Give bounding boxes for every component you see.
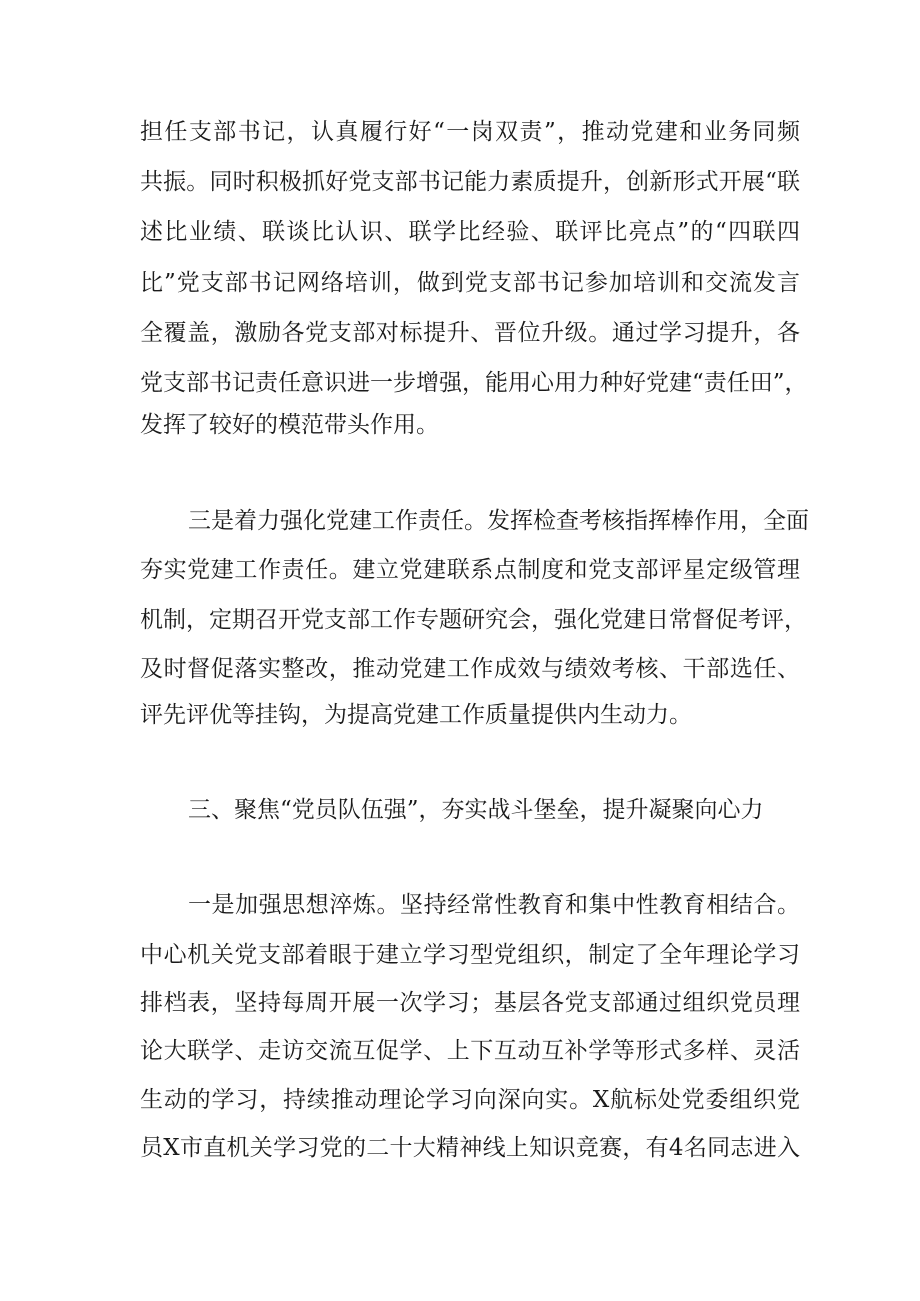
paragraph-1-line-5: 全覆盖，激励各党支部对标提升、晋位升级。通过学习提升，各 <box>140 320 800 346</box>
section-heading: 三、聚焦“党员队伍强”，夯实战斗堡垒，提升凝聚向心力 <box>188 797 764 823</box>
paragraph-2-line-5: 评先评优等挂钩，为提高党建工作质量提供内生动力。 <box>140 702 692 728</box>
paragraph-3-line-5: 生动的学习，持续推动理论学习向深向实。X航标处党委组织党 <box>140 1087 800 1113</box>
paragraph-2-line-2: 夯实党建工作责任。建立党建联系点制度和党支部评星定级管理 <box>140 557 800 583</box>
paragraph-3-line-1: 一是加强思想淬炼。坚持经常性教育和集中性教育相结合。 <box>188 892 800 918</box>
paragraph-1-line-2: 共振。同时积极抓好党支部书记能力素质提升，创新形式开展“联 <box>140 169 800 195</box>
paragraph-1-line-6: 党支部书记责任意识进一步增强，能用心用力种好党建“责任田”， <box>140 370 808 396</box>
paragraph-2-line-4: 及时督促落实整改，推动党建工作成效与绩效考核、干部选任、 <box>140 656 800 682</box>
paragraph-3-line-6: 员X市直机关学习党的二十大精神线上知识竞赛，有4名同志进入 <box>140 1135 800 1161</box>
paragraph-1-line-1: 担任支部书记，认真履行好“一岗双责”，推动党建和业务同频 <box>140 119 800 145</box>
paragraph-1-line-3: 述比业绩、联谈比认识、联学比经验、联评比亮点”的“四联四 <box>140 219 800 245</box>
paragraph-3-line-2: 中心机关党支部着眼于建立学习型党组织，制定了全年理论学习 <box>140 942 800 968</box>
paragraph-3-line-3: 排档表，坚持每周开展一次学习；基层各党支部通过组织党员理 <box>140 990 800 1016</box>
paragraph-1-line-7: 发挥了较好的模范带头作用。 <box>140 412 439 438</box>
paragraph-3-line-4: 论大联学、走访交流互促学、上下互动互补学等形式多样、灵活 <box>140 1038 800 1064</box>
paragraph-2-line-3: 机制，定期召开党支部工作专题研究会，强化党建日常督促考评， <box>140 607 807 633</box>
paragraph-2-line-1: 三是着力强化党建工作责任。发挥检查考核指挥棒作用，全面 <box>188 508 809 534</box>
paragraph-1-line-4: 比”党支部书记网络培训，做到党支部书记参加培训和交流发言 <box>140 270 800 296</box>
